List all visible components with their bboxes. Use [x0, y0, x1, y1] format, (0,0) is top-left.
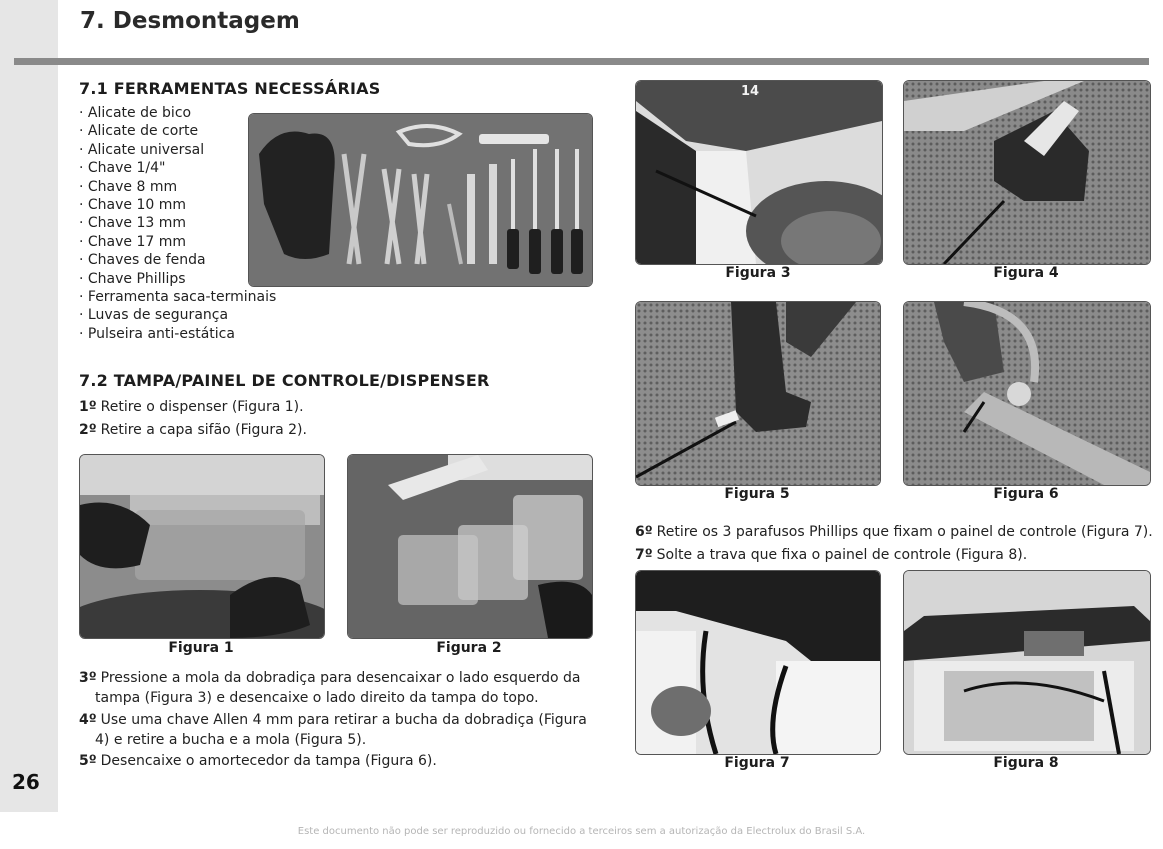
figure-2-photo — [347, 454, 593, 639]
page-number: 26 — [12, 770, 40, 794]
step-number: 7º — [635, 547, 653, 563]
step-text: Pressione a mola da dobradiça para desencaixar o lado esquerdo da — [100, 670, 581, 686]
list-item: · Alicate de bico — [79, 104, 276, 122]
figure-8-caption: Figura 8 — [993, 755, 1059, 771]
figure-1-caption: Figura 1 — [168, 640, 234, 656]
step-7 — [635, 545, 1027, 565]
list-item: · Luvas de segurança — [79, 306, 276, 324]
list-item: · Chave 10 mm — [79, 196, 276, 214]
footer-disclaimer: Este documento não pode ser reproduzido ou fornecido a terceiros sem a autorização da Electrolux do Brasil S.A. — [297, 826, 866, 837]
list-item: · Chave 13 mm — [79, 214, 276, 232]
tools-list — [79, 104, 276, 343]
step-5 — [79, 751, 437, 771]
step-number: 4º — [79, 712, 97, 728]
section-heading-tools: 7.1 FERRAMENTAS NECESSÁRIAS — [79, 79, 381, 98]
section-heading-panel: 7.2 TAMPA/PAINEL DE CONTROLE/DISPENSER — [79, 371, 490, 390]
list-item: · Pulseira anti-estática — [79, 325, 276, 343]
list-item: · Ferramenta saca-terminais — [79, 288, 276, 306]
step-3 — [79, 668, 580, 708]
title-divider — [14, 58, 1149, 65]
side-margin-bar — [0, 0, 58, 812]
fig3-print-text: 14 — [741, 84, 760, 99]
list-item: · Alicate de corte — [79, 122, 276, 140]
step-text: Retire os 3 parafusos Phillips que fixam o painel de controle (Figura 7). — [656, 524, 1153, 540]
list-item: · Chave 17 mm — [79, 233, 276, 251]
step-text-continued: 4) e retire a bucha e a mola (Figura 5). — [95, 732, 367, 748]
figure-5-photo — [635, 301, 881, 486]
step-text-continued: tampa (Figura 3) e desencaixe o lado direito da tampa do topo. — [95, 690, 539, 706]
figure-4-caption: Figura 4 — [993, 265, 1059, 281]
figure-6-photo — [903, 301, 1151, 486]
tools-photo — [248, 113, 593, 287]
step-6 — [635, 522, 1153, 542]
step-number: 2º — [79, 422, 97, 438]
step-number: 3º — [79, 670, 97, 686]
step-number: 6º — [635, 524, 653, 540]
figure-8-photo — [903, 570, 1151, 755]
figure-6-caption: Figura 6 — [993, 486, 1059, 502]
step-number: 1º — [79, 399, 97, 415]
step-text: Retire a capa sifão (Figura 2). — [100, 422, 307, 438]
figure-5-caption: Figura 5 — [724, 486, 790, 502]
list-item: · Chave Phillips — [79, 270, 276, 288]
list-item: · Chaves de fenda — [79, 251, 276, 269]
step-text: Use uma chave Allen 4 mm para retirar a bucha da dobradiça (Figura — [100, 712, 587, 728]
step-text: Solte a trava que fixa o painel de controle (Figura 8). — [656, 547, 1028, 563]
step-number: 5º — [79, 753, 97, 769]
step-4 — [79, 710, 587, 750]
step-2 — [79, 420, 307, 440]
figure-1-photo — [79, 454, 325, 639]
page-title: 7. Desmontagem — [80, 8, 300, 34]
step-1 — [79, 397, 304, 417]
list-item: · Alicate universal — [79, 141, 276, 159]
figure-7-caption: Figura 7 — [724, 755, 790, 771]
step-text: Desencaixe o amortecedor da tampa (Figura 6). — [100, 753, 437, 769]
figure-3-photo — [635, 80, 883, 265]
figure-2-caption: Figura 2 — [436, 640, 502, 656]
figure-3-caption: Figura 3 — [725, 265, 791, 281]
figure-7-photo — [635, 570, 881, 755]
list-item: · Chave 1/4" — [79, 159, 276, 177]
list-item: · Chave 8 mm — [79, 178, 276, 196]
figure-4-photo — [903, 80, 1151, 265]
step-text: Retire o dispenser (Figura 1). — [100, 399, 304, 415]
